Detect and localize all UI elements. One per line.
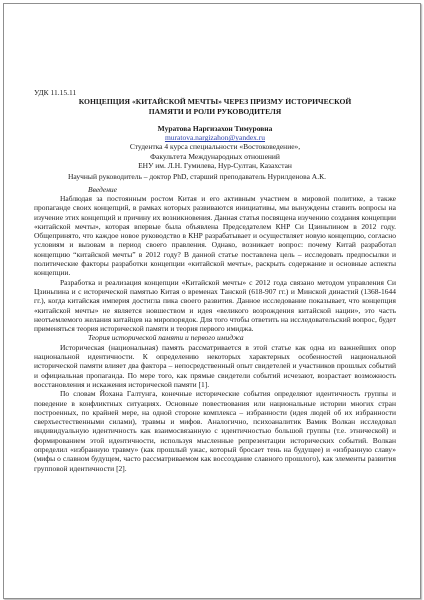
section-heading-intro: Введение	[88, 184, 117, 194]
section-heading-theory: Теория исторической памяти и первого имиджа	[88, 333, 244, 343]
article-title	[34, 97, 396, 116]
author-name: Муратова Наргизахон Тимуровна	[157, 123, 273, 133]
paragraph-3: Историческая (национальная) память рассматривается в этой статье как одна из важнейших опор национальной идентичности. К определению некоторых характерных особенностей национальной исторической памяти влияет два фактора – непосредственный опыт свидетелей и участников прошлых событий и официальная пропаганда. По мере того, как прямые свидетели событий исчезают, возрастает возможность восстановления и искажения исторической памяти [1].	[34, 342, 396, 389]
title-line-1: КОНЦЕПЦИЯ «КИТАЙСКОЙ МЕЧТЫ» ЧЕРЕЗ ПРИЗМУ ИСТОРИЧЕСКОЙ	[78, 97, 352, 107]
author-email-link[interactable]: muratova.nargizahon@yandex.ru	[164, 133, 266, 143]
scientific-advisor: Научный руководитель – доктор PhD, старший преподаватель Нурилденова А.К.	[68, 172, 326, 182]
document-body	[34, 24, 396, 473]
paragraph-2: Разработка и реализация концепции «Китайской мечты» с 2012 года связано методом управления Си Цзиньпина и с исторической памятью Китая о временах Танской (618-907 гг.) и Минской династий (1368-1644 гг.), когда китайская империя достигла пика своего развития. Данное исследование показывает, что концепция «китайской мечты» не является новшеством и идея «великого возрождения китайской нации», это часть неотъемлемого желания китайцев на миропорядок. Для того чтобы ответить на исследовательский вопрос, будет применяться теория исторической памяти и теория первого имиджа.	[34, 277, 396, 334]
paragraph-1: Наблюдая за постоянным ростом Китая и его активным участием в мировой политике, а также пропаганде своих концепций, в рамках которых развиваются инициативы, мы вынуждены ставить вопросы на изучение этих концепций и причину их возникновения. Данная статья посвящена изучению создания концепции «китайской мечты», которая впервые была объявлена Председателем КНР Си Цзиньпином в 2012 году. Общепринято, что каждое новое руководство в КНР разрабатывает и осуществляет новую концепцию, согласно условиям и вызовам в период своего правления. Однако, возникает вопрос: почему Китай разработал концепцию “китайской мечты” в 2012 году? В данной статье поставлена цель – исследовать предпосылки и политические факторы разработки концепции «китайской мечты», раскрыть содержание и основные аспекты концепции.	[34, 193, 396, 278]
title-line-2: ПАМЯТИ И РОЛИ РУКОВОДИТЕЛЯ	[148, 106, 282, 116]
paragraph-4: По словам Йохана Галтунга, конечные исторические события определяют идентичность группы и поведение в конфликтных ситуациях. Основные повествования или национальные истории многих стран построенных, по крайней мере, на одной стороне комплекса – избранности (идея людей об их избранности сверхъестественными силами), травмы и мифов. Аналогично, психоаналитик Вамик Волкан исследовал индивидуальную идентичность как взаимосвязанную с идентичностью большой группы (т.е. этнической) и формированием этой идентичности, используя мысленные репрезентации исторических событий. Волкан определил «избранную травму» (как прошлый ужас, который бросает тень на будущее) и «избранную славу» (мифы о славном будущем, часто рассматриваемом как воссоздание славного прошлого), как элементы развития групповой идентичности [2].	[34, 389, 396, 473]
document-page-frame	[3, 3, 421, 599]
author-faculty: Факультета Международных отношений	[150, 151, 280, 161]
udk-code: УДК 11.15.11	[34, 88, 77, 97]
author-university: ЕНУ им. Л.Н. Гумилева, Нур-Султан, Казахстан	[138, 161, 292, 171]
author-status: Студентка 4 курса специальности «Востоковедение»,	[129, 142, 301, 152]
